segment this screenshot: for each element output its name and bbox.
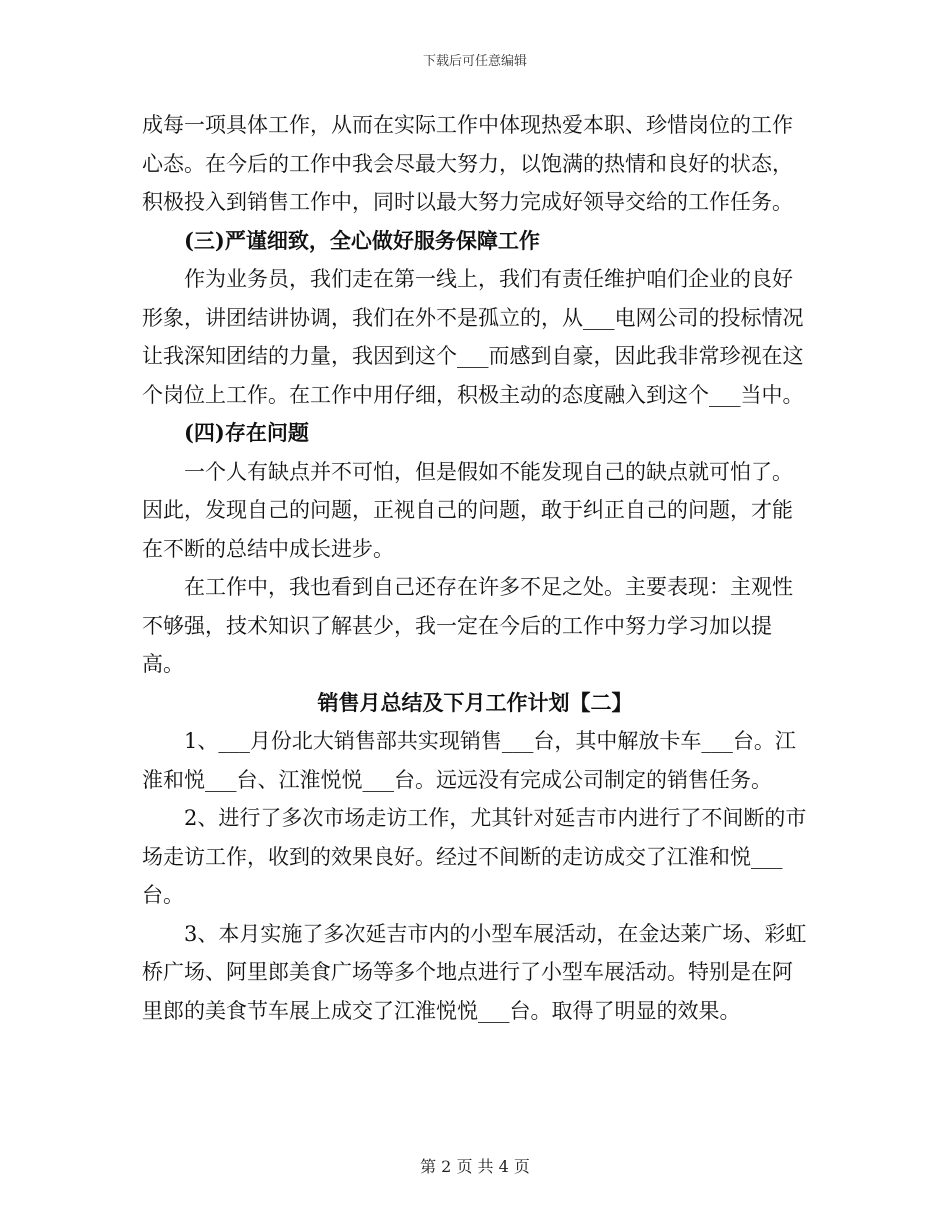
paragraph-continuation: 成每一项具体工作，从而在实际工作中体现热爱本职、珍惜岗位的工作心态。在今后的工作中我会尽最大努力，以饱满的热情和良好的状态，积极投入到销售工作中，同时以最大努力完成好领导交给的工作任务。 [142, 113, 793, 214]
paragraph-improvement: 在工作中，我也看到自己还存在许多不足之处。主要表现：主观性不够强，技术知识了解甚少，我一定在今后的工作中努力学习加以提高。 [142, 575, 793, 676]
section-heading-4: (四)存在问题 [184, 420, 309, 445]
document-body [142, 106, 808, 1030]
paragraph-shortcomings: 一个人有缺点并不可怕，但是假如不能发现自己的缺点就可怕了。因此，发现自己的问题，正视自己的问题，敢于纠正自己的问题，才能在不断的总结中成长进步。 [142, 459, 793, 561]
list-item-3: 3、本月实施了多次延吉市内的小型车展活动，在金达莱广场、彩虹桥广场、阿里郎美食广场等多个地点进行了小型车展活动。特别是在阿里郎的美食节车展上成交了江淮悦悦___台。取得了明显的效果。 [142, 921, 807, 1023]
section-title-2: 销售月总结及下月工作计划【二】 [317, 689, 633, 715]
section-heading-3: (三)严谨细致，全心做好服务保障工作 [184, 227, 540, 253]
paragraph-teamwork: 作为业务员，我们走在第一线上，我们有责任维护咱们企业的良好形象，讲团结讲协调，我们在外不是孤立的，从___电网公司的投标情况让我深知团结的力量，我因到这个___而感到自豪，因此我非常珍视在这个岗位上工作。在工作中用仔细，积极主动的态度融入到这个___当中。 [142, 267, 804, 407]
page-footer: 第 2 页 共 4 页 [420, 1157, 530, 1176]
page-header: 下载后可任意编辑 [422, 54, 527, 69]
list-item-2: 2、进行了多次市场走访工作，尤其针对延吉市内进行了不间断的市场走访工作，收到的效果良好。经过不间断的走访成交了江淮和悦___台。 [142, 806, 807, 907]
list-item-1: 1、___月份北大销售部共实现销售___台，其中解放卡车___台。江淮和悦___台、江淮悦悦___台。远远没有完成公司制定的销售任务。 [142, 729, 796, 792]
